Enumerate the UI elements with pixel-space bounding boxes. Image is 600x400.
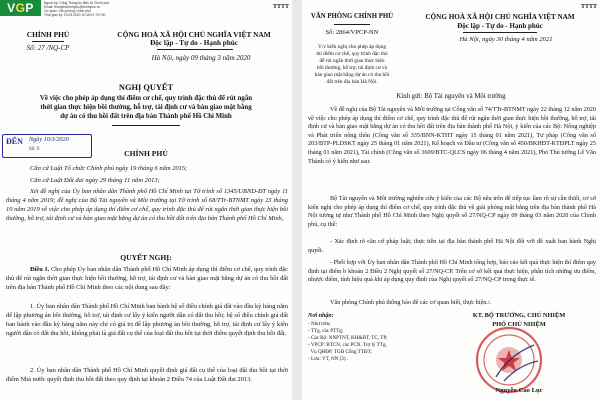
- national-motto: CỘNG HOÀ XÃ HỘI CHỦ NGHĨA VIỆT NAM: [117, 30, 271, 39]
- issuer-name: CHÍNH PHỦ: [26, 30, 70, 39]
- ttt-mark: TTTT: [272, 4, 289, 10]
- subject-line-1: Về việc cho phép áp dụng thí điểm cơ chế, quy trình đặc thù để rút ngắn: [39, 95, 253, 102]
- summary-line-3: để rút ngắn thời gian thực hiện: [319, 58, 385, 64]
- article-1: [6, 266, 288, 293]
- recipient-line: Kính gửi: Bộ Tài nguyên và Môi trường: [396, 93, 506, 100]
- letter-bullet-2: - Phối hợp với Ủy ban nhân dân Thành phố Hồ Chí Minh tổng hợp, báo cáo kết quả thực hiện thí điểm quy định tại điểm b khoản 2 Điều 2 Nghị quyết số 27/NQ-CP. Trên cơ sở kết quả thực hiện, phân tích những ưu điểm, nhược điểm, tính hiệu quả khi áp dụng quy định của Nghị quyết số 27/NQ-CP trong thực tế.: [308, 259, 596, 284]
- signer-name: Nguyễn Cao Lục: [495, 387, 543, 394]
- issuer-underline: [32, 41, 64, 42]
- official-letter-document: [302, 0, 600, 400]
- recipients-heading: Nơi nhận:: [308, 313, 334, 319]
- legal-basis-2: Căn cứ Luật Đất đai ngày 29 tháng 11 năm 2013;: [30, 177, 160, 184]
- document-type: NGHỊ QUYẾT: [118, 83, 174, 92]
- issuer-name-right: VĂN PHÒNG CHÍNH PHỦ: [310, 13, 394, 20]
- ttt-mark-right: TTTT: [580, 4, 597, 10]
- sign-title-2: PHÓ CHỦ NHIỆM: [492, 321, 546, 328]
- doc-number: Số: 27 /NQ-CP: [26, 44, 70, 52]
- article-1-text: Cho phép Ủy ban nhân dân Thành phố Hồ Chí Minh áp dụng thí điểm cơ chế, quy trình đặc thù để rút ngắn thời gian thực hiện bồi thường, hỗ trợ, tái định cư và bàn giao mặt bằng dự án có thu hồi đất trên địa bàn Thành phố Hồ Chí Minh theo các nội dung sau đây:: [6, 266, 288, 291]
- stamp-sub: Số: 0: [29, 147, 40, 152]
- subject-underline: [112, 125, 180, 126]
- recipients-item: Vụ QHĐP, TGĐ Cổng TTĐT;: [308, 349, 372, 355]
- recipients-item: - VPCP: BTCN, các PCN, Trợ lý TTg,: [308, 342, 387, 348]
- national-motto-right: CỘNG HOÀ XÃ HỘI CHỦ NGHĨA VIỆT NAM: [425, 13, 575, 21]
- recipients-item: - Như trên;: [308, 321, 331, 327]
- summary-line-5: bàn giao mặt bằng dự án có thu hồi: [314, 72, 390, 78]
- recipients-item: - TTg, các PTTg;: [308, 328, 344, 334]
- national-motto-sub-right: Độc lập - Tự do - Hạnh phúc: [457, 22, 543, 30]
- subject-line-3: dự án có thu hồi đất trên địa bàn Thành phố Hồ Chí Minh: [60, 113, 232, 120]
- letter-bullet-1: - Xác định rõ căn cứ pháp luật; thực tiễn tại địa bàn thành phố Hà Nội đối với đề xuất ban hành Nghị quyết.: [308, 238, 596, 254]
- summary-line-6: đất trên địa bàn Hà Nội.: [326, 79, 378, 85]
- legal-basis-1: Căn cứ Luật Tổ chức Chính phủ ngày 19 tháng 6 năm 2015;: [30, 165, 188, 172]
- summary-line-4: bồi thường, hỗ trợ, tái định cư và: [316, 65, 388, 71]
- recital-paragraph: Xét đề nghị của Ủy ban nhân dân Thành phố Hồ Chí Minh tại Tờ trình số 1345/UBND-ĐT ngày 11 tháng 4 năm 2019; đề nghị của Bộ Tài nguyên và Môi trường tại Tờ trình số 68/TTr-BTNMT ngày 23 tháng 10 năm 2019 về việc cho phép áp dụng thí điểm cơ chế, quy trình đặc thù để rút ngắn thời gian thực hiện bồi thường, hỗ trợ, tái định cư và bàn giao mặt bằng dự án có thu hồi đất trên địa bàn Thành phố Hồ Chí Minh,: [6, 188, 288, 222]
- article-1-item-1: 1. Ủy ban nhân dân Thành phố Hồ Chí Minh ban hành hệ số điều chỉnh giá đất vào đầu kỳ hàng năm để lập phương án bồi thường, hỗ trợ, tái định cư lấy ý kiến người dân có đất thu hồi; hệ số điều chỉnh giá đất ban hành vào đầu kỳ hàng năm này chỉ có giá trị để lập phương án bồi thường, hỗ trợ, tái định cư lấy ý kiến người dân có đất thu hồi, không phải là giá đất cụ thể của loại đất thu hồi tại thời điểm quyết định thu hồi đất.: [6, 303, 288, 337]
- summary-line-2: thí điểm cơ chế, quy trình đặc thù: [316, 51, 388, 57]
- stamp-label: ĐẾN: [6, 137, 23, 146]
- place-date-right: Hà Nội, ngày 30 tháng 4 năm 2021: [459, 36, 553, 43]
- body-title: CHÍNH PHỦ: [124, 149, 168, 158]
- article-1-heading: Điều 1.: [30, 266, 50, 273]
- sign-title-1: KT. BỘ TRƯỞNG, CHỦ NHIỆM: [472, 312, 566, 319]
- stamp-handwriting: Ngày 10/3/2020: [29, 136, 69, 143]
- resolves-heading: QUYẾT NGHỊ:: [120, 253, 172, 262]
- letter-paragraph-3: Văn phòng Chính phủ thông báo để các cơ quan biết, thực hiện./.: [330, 299, 492, 306]
- national-motto-sub: Độc lập - Tự do - Hạnh phúc: [150, 39, 238, 47]
- issuer-underline-right: [334, 24, 370, 25]
- article-1-item-2: 2. Ủy ban nhân dân Thành phố Hồ Chí Minh quyết định giá đất cụ thể của loại đất thu hồi tại thời điểm Nhà nước quyết định thu hồi đất theo quy định tại khoản 2 Điều 74 của Luật Đất đai 2013.: [6, 367, 288, 383]
- motto-underline: [157, 49, 233, 50]
- summary-line-1: V/v kiến nghị cho phép áp dụng: [318, 44, 386, 50]
- doc-number-right: Số: 2864/VPCP-NN: [325, 29, 379, 36]
- recipients-item: - Các Bộ: NNPTNT, KH&ĐT, TC, TP;: [308, 335, 388, 341]
- letter-paragraph-1: Về đề nghị của Bộ Tài nguyên và Môi trường tại Công văn số 74/TTr-BTNMT ngày 22 tháng 12 năm 2020 về việc cho phép áp dụng thí điểm cơ chế, quy trình đặc thù để rút ngắn thời gian thực hiện bồi thường, hỗ trợ, tái định cư và bàn giao mặt bằng dự án có thu hồi đất trên địa bàn thành phố Hà Nội, ý kiến của các Bộ: Nông nghiệp và Phát triển nông thôn (Công văn số 335/BNN-KTHT ngày 15 tháng 01 năm 2021), Tư pháp (Công văn số 203/BTP-PLDSKT ngày 25 tháng 01 năm 2021), Kế hoạch và Đầu tư (Công văn số 450/BKHĐT-KTĐPLT ngày 25 tháng 01 năm 2021), Tài chính (Công văn số 3609/BTC-QLCS ngày 06 tháng 4 năm 2021), Phó Thủ tướng Lê Văn Thành có ý kiến như sau:: [308, 106, 596, 165]
- resolution-document: [0, 0, 292, 400]
- official-seal-icon: [474, 325, 544, 395]
- place-date: Hà Nội, ngày 09 tháng 3 năm 2020: [151, 54, 251, 62]
- subject-line-2: thời gian thực hiện bồi thường, hỗ trợ, tái định cư và bàn giao mặt bằng: [40, 104, 252, 111]
- recipients-item: - Lưu: VT, NN (3) .: [308, 356, 349, 362]
- letter-paragraph-2: Bộ Tài nguyên và Môi trường nghiên cứu ý kiến của các Bộ nêu trên để tiếp tục làm rõ sự cần thiết, cơ sở kiến nghị cho phép áp dụng thí điểm cơ chế, quy trình đặc thù về giải phóng mặt bằng trên địa bàn thành phố Hà Nội tương tự như Thành phố Hồ Chí Minh theo Nghị quyết số 27/NQ-CP ngày 09 tháng 03 năm 2020 của Chính phủ, cụ thể:: [308, 195, 596, 228]
- digital-signature-info: Người ký: Cổng Thông tin điện tử Chính phủ Email: thongtinchinhphu@chinhphu.vn Cơ quan: Văn phòng Chính phủ Thời gian ký: 10.03.2020 10:49:01 +07:00: [44, 1, 110, 17]
- vgp-logo-icon: VGP: [0, 0, 41, 16]
- motto-underline-right: [463, 32, 537, 33]
